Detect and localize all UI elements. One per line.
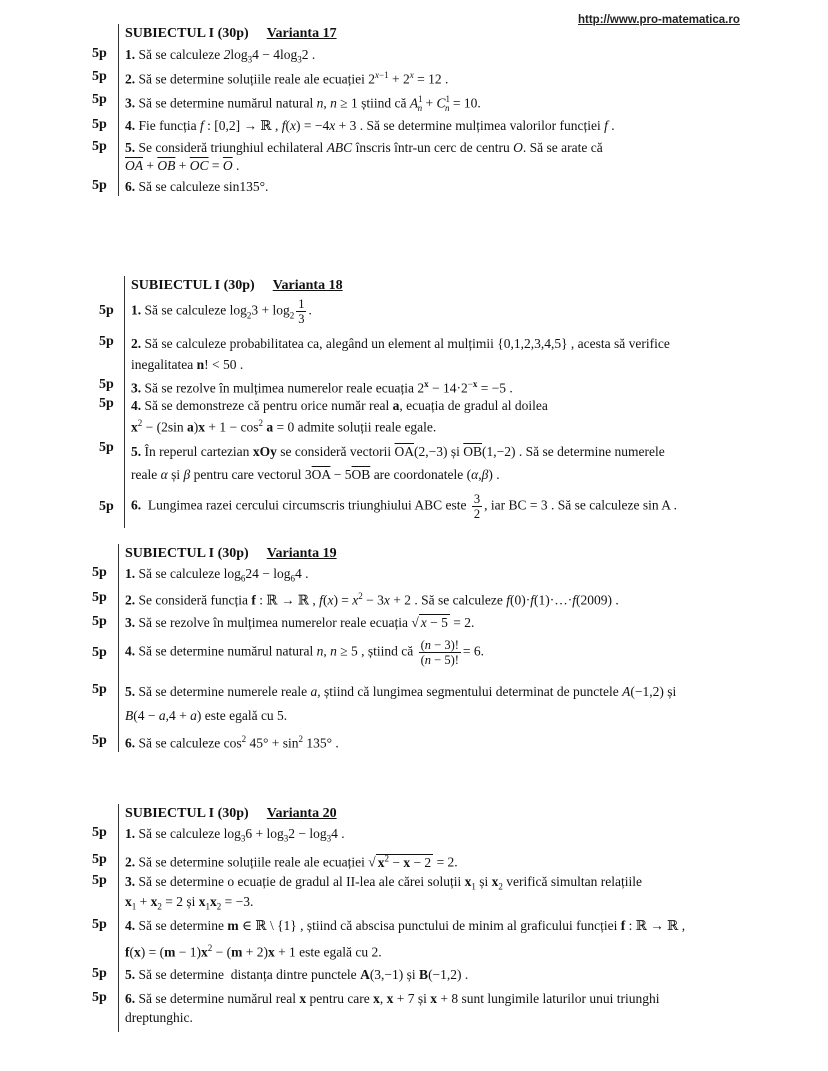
problem-2-cont: inegalitatea n! < 50 . [131, 357, 244, 372]
problem-1: 1. Să se calculeze $\log_624 - \log_64$ . [125, 566, 309, 584]
variant-header [131, 278, 343, 294]
problem-6-cont: dreptunghic. [125, 1010, 193, 1025]
problem-2: 2. Să se calculeze probabilitatea ca, alegând un element al mulțimii {0,1,2,3,4,5} , acesta să verifice [131, 336, 670, 351]
problem-3-cont: $x_1 + x_2 = 2$ și $x_1x_2 = -3$. [125, 894, 254, 912]
points-label: 5p [99, 499, 114, 514]
points-label: 5p [99, 303, 114, 318]
variant-label: Varianta 18 [272, 278, 343, 293]
subject-title: SUBIECTUL I (30p) [125, 806, 249, 821]
points-label: 5p [92, 733, 107, 748]
site-link[interactable]: http://www.pro-matematica.ro [578, 14, 740, 26]
problem-6: 6. Lungimea razei cercului circumscris triunghiului ABC este $\frac{3}{2}$ , iar BC = 3 . Să se calculeze sin A . [131, 492, 677, 521]
points-label: 5p [92, 590, 107, 605]
problem-2: 2. Se consideră funcția f : ℝ → ℝ , $f(x) = x^2 - 3x + 2$ . Să se calculeze f(0)·f(1)·…·f(2009) . [125, 591, 619, 608]
points-label: 5p [92, 873, 107, 888]
problem-5-cont: reale α și β pentru care vectorul $3\overline{OA} - 5\overline{OB}$ are coordonatele (α,β) . [131, 467, 500, 482]
points-label: 5p [99, 440, 114, 455]
points-label: 5p [92, 852, 107, 867]
points-label: 5p [92, 139, 107, 154]
problem-4-cont: $f(x) = (m - 1)x^2 - (m + 2)x + 1$ este egală cu 2. [125, 943, 382, 960]
points-label: 5p [92, 117, 107, 132]
problem-3: 3. Să se determine numărul natural n, n ≥ 1 știind că $A^1_n + C^1_n = 10$. [125, 94, 481, 114]
problem-3: 3. Să se rezolve în mulțimea numerelor reale ecuația √ x − 5 = 2. [125, 615, 475, 630]
problem-4: 4. Să se demonstreze că pentru orice număr real a, ecuația de gradul al doilea [131, 398, 548, 413]
variant-label: Varianta 19 [266, 546, 337, 561]
subject-title: SUBIECTUL I (30p) [125, 546, 249, 561]
problem-2: 2. Să se determine soluțiile reale ale ecuației √ $x^2 - x - 2 = 2$. [125, 853, 458, 870]
problem-5: 5. În reperul cartezian xOy se consideră vectorii $\overline{OA}(2,-3)$ și $\overline{OB}(1,-2)$ . Să se determine numerele [131, 444, 665, 459]
problem-5: 5. Se consideră triunghiul echilateral ABC înscris într-un cerc de centru O. Să se arate că [125, 140, 603, 155]
subject-title: SUBIECTUL I (30p) [131, 278, 255, 293]
problem-3: 3. Să se determine o ecuație de gradul al II-lea ale cărei soluții $x_1$ și $x_2$ verifică simultan relațiile [125, 874, 642, 892]
problem-4-cont: $x^2 - (2\sin$ $a)x + 1 - \cos^2 a = 0$ admite soluții reale egale. [131, 418, 437, 435]
points-label: 5p [92, 917, 107, 932]
problem-5: 5. Să se determine numerele reale a, știind că lungimea segmentului determinat de punctele A(−1,2) și [125, 684, 677, 699]
problem-4: 4. Să se determine m ∈ ℝ \ {1} , știind că abscisa punctului de minim al graficului funcției f : ℝ → ℝ , [125, 918, 686, 933]
variant-header [125, 26, 337, 42]
problem-1: 1. Să se calculeze $\log_36 + \log_32 - \log_34$ . [125, 826, 345, 844]
problem-6: 6. Să se calculeze $\cos^2 45^\circ + \sin^2 135^\circ$ . [125, 734, 339, 751]
margin-divider [124, 276, 125, 528]
problem-6: 6. Să se determine numărul real x pentru care x, x + 7 și x + 8 sunt lungimile laturilor unui triunghi [125, 991, 660, 1006]
problem-1: 1. Să se calculeze $\log_23 + \log_2$ $\frac{1}{3}$ . [131, 297, 312, 326]
points-label: 5p [92, 46, 107, 61]
points-label: 5p [99, 396, 114, 411]
points-label: 5p [92, 69, 107, 84]
margin-divider [118, 24, 119, 196]
problem-3: 3. Să se rezolve în mulțimea numerelor reale ecuația $2^x - 14\cdot 2^{-x} = -5$ . [131, 379, 513, 396]
points-label: 5p [92, 645, 107, 660]
points-label: 5p [99, 334, 114, 349]
problem-4: 4. Să se determine numărul natural n, n ≥ 5 , știind că $\frac{(n - 3)!}{(n - 5)!}$ = 6. [125, 638, 485, 667]
variant-label: Varianta 20 [266, 806, 337, 821]
points-label: 5p [92, 178, 107, 193]
points-label: 5p [92, 966, 107, 981]
margin-divider [118, 544, 119, 752]
variant-header [125, 546, 337, 562]
points-label: 5p [92, 825, 107, 840]
problem-2: 2. Să se determine soluțiile reale ale ecuației $2^{x-1} + 2^x = 12$ . [125, 70, 449, 87]
points-label: 5p [92, 682, 107, 697]
points-label: 5p [92, 614, 107, 629]
problem-6: 6. Să se calculeze sin135°. [125, 179, 269, 194]
points-label: 5p [92, 990, 107, 1005]
problem-1: 1. Să se calculeze $2\log_34 - 4\log_32$ . [125, 47, 316, 65]
points-label: 5p [99, 377, 114, 392]
problem-5-cont: $\overline{OA} + \overline{OB} + \overline{OC} = \overline{O}$ . [125, 158, 240, 173]
points-label: 5p [92, 565, 107, 580]
variant-label: Varianta 17 [266, 26, 337, 41]
margin-divider [118, 804, 119, 1032]
points-label: 5p [92, 92, 107, 107]
variant-header [125, 806, 337, 822]
problem-4: 4. Fie funcția f : [0,2] → ℝ , f(x) = −4x + 3 . Să se determine mulțimea valorilor funcției f . [125, 118, 615, 133]
problem-5: 5. Să se determine distanța dintre punctele A(3,−1) și B(−1,2) . [125, 967, 469, 982]
problem-5-cont: B(4 − a,4 + a) este egală cu 5. [125, 708, 288, 723]
subject-title: SUBIECTUL I (30p) [125, 26, 249, 41]
